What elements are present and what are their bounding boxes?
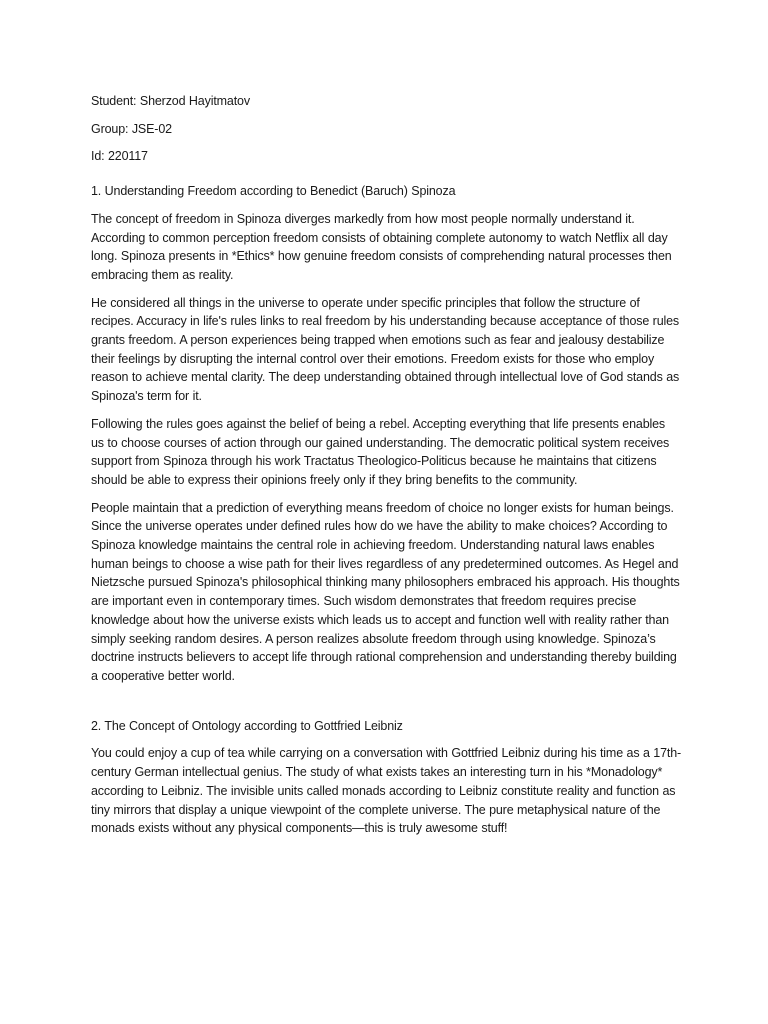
group-label: Group: JSE-02 <box>91 121 172 136</box>
section-spacer <box>91 695 681 717</box>
section-1-paragraph-3: Following the rules goes against the belief of being a rebel. Accepting everything that life presents enables us to choose courses of action through our gained understanding. The democratic political system receives support from Spinoza through his work Tractatus Theologico-Politicus because he maintains that citizens should be able to express their opinions freely only if they bring benefits to the community. <box>91 416 670 487</box>
student-name: Student: Sherzod Hayitmatov <box>91 94 250 108</box>
section-2-paragraph-1: You could enjoy a cup of tea while carrying on a conversation with Gottfried Leibniz during his time as a 17th-century German intellectual genius. The study of what exists takes an interesting turn in his *Monadology* according to Leibniz. The invisible units called monads according to Leibniz constitute reality and function as tiny mirrors that display a unique viewpoint of the complete universe. The pure metaphysical nature of the monads exists without any physical components—this is truly awesome stuff! <box>91 746 682 836</box>
document-page <box>91 92 681 847</box>
section-1-paragraph-1: The concept of freedom in Spinoza diverges markedly from how most people normally understand it. According to common perception freedom consists of obtaining complete autonomy to watch Netflix all day long. Spinoza presents in *Ethics* how genuine freedom consists of comprehending natural processes then embracing them as reality. <box>91 211 672 282</box>
section-2-heading: 2. The Concept of Ontology according to Gottfried Leibniz <box>91 718 403 733</box>
section-1-heading: 1. Understanding Freedom according to Benedict (Baruch) Spinoza <box>91 184 456 199</box>
section-1-paragraph-2: He considered all things in the universe to operate under specific principles that follow the structure of recipes. Accuracy in life's rules links to real freedom by his understanding because acceptance of those rules grants freedom. A person experiences being trapped when emotions such as fear and jealousy destabilize their feelings by disrupting the internal control over their emotions. Freedom exists for those who employ reason to achieve mental clarity. The deep understanding obtained through intellectual love of God stands as Spinoza's term for it. <box>91 295 680 404</box>
student-id: Id: 220117 <box>91 149 148 164</box>
section-1-paragraph-4: People maintain that a prediction of everything means freedom of choice no longer exists for human beings. Since the universe operates under defined rules how do we have the ability to make choices? According to Spinoza knowledge maintains the central role in achieving freedom. Understanding natural laws enables human beings to choose a wise path for their lives regardless of any predetermined outcomes. As Hegel and Nietzsche pursued Spinoza's philosophical thinking many philosophers embraced his approach. His thoughts are important even in contemporary times. Such wisdom demonstrates that freedom requires precise knowledge about how the universe exists which leads us to accept and function well with reality rather than simply seeking random desires. A person realizes absolute freedom through using knowledge. Spinoza’s doctrine instructs believers to accept life through rational comprehension and understanding thereby building a cooperative better world. <box>91 500 680 683</box>
